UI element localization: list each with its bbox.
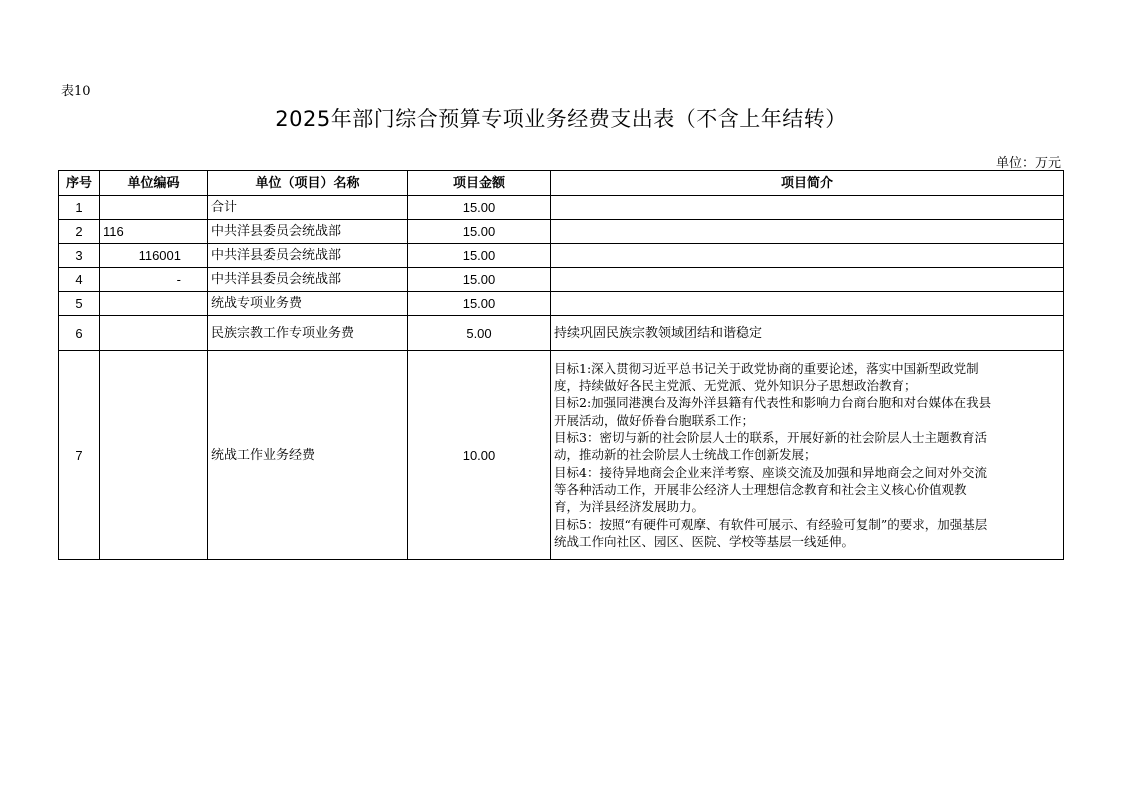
table-row xyxy=(59,292,1064,316)
cell-seq: 2 xyxy=(59,220,100,244)
desc-line: 目标3：密切与新的社会阶层人士的联系，开展好新的社会阶层人士主题教育活 xyxy=(554,430,987,446)
cell-seq: 3 xyxy=(59,244,100,268)
desc-line: 统战工作向社区、园区、医院、学校等基层一线延伸。 xyxy=(554,533,855,549)
column-header-amount: 项目金额 xyxy=(408,171,551,196)
cell-desc xyxy=(551,351,1064,560)
cell-seq: 5 xyxy=(59,292,100,316)
column-header-desc: 项目简介 xyxy=(551,171,1064,196)
cell-amount: 15.00 xyxy=(408,220,551,244)
budget-table xyxy=(58,170,1064,560)
cell-code xyxy=(100,351,208,560)
cell-desc xyxy=(551,268,1064,292)
cell-amount: 10.00 xyxy=(408,351,551,560)
cell-amount: 15.00 xyxy=(408,244,551,268)
table-row xyxy=(59,196,1064,220)
desc-line: 目标4：接待异地商会企业来洋考察、座谈交流及加强和异地商会之间对外交流 xyxy=(554,464,987,480)
column-header-code: 单位编码 xyxy=(100,171,208,196)
cell-seq: 7 xyxy=(59,351,100,560)
page-title: 2025年部门综合预算专项业务经费支出表（不含上年结转） xyxy=(275,107,847,131)
cell-desc xyxy=(551,220,1064,244)
desc-line: 等各种活动工作，开展非公经济人士理想信念教育和社会主义核心价值观教 xyxy=(554,481,967,497)
cell-code: 116 xyxy=(100,220,208,244)
cell-amount: 5.00 xyxy=(408,316,551,351)
desc-line: 开展活动，做好侨眷台胞联系工作； xyxy=(554,412,755,428)
desc-line: 动，推动新的社会阶层人士统战工作创新发展； xyxy=(554,447,817,463)
cell-seq: 4 xyxy=(59,268,100,292)
table-row xyxy=(59,220,1064,244)
cell-name: 统战工作业务经费 xyxy=(208,351,408,560)
table-row xyxy=(59,351,1064,560)
cell-desc xyxy=(551,292,1064,316)
table-number: 表10 xyxy=(61,84,91,99)
table-row xyxy=(59,268,1064,292)
desc-line: 育，为洋县经济发展助力。 xyxy=(554,499,705,515)
cell-amount: 15.00 xyxy=(408,196,551,220)
cell-code xyxy=(100,316,208,351)
cell-desc xyxy=(551,196,1064,220)
cell-name: 合计 xyxy=(208,196,408,220)
cell-code: 116001 xyxy=(100,244,208,268)
cell-amount: 15.00 xyxy=(408,268,551,292)
column-header-seq: 序号 xyxy=(59,171,100,196)
cell-name: 中共洋县委员会统战部 xyxy=(208,268,408,292)
cell-seq: 1 xyxy=(59,196,100,220)
cell-code xyxy=(100,292,208,316)
desc-line: 目标5：按照“有硬件可观摩、有软件可展示、有经验可复制”的要求，加强基层 xyxy=(554,516,988,532)
unit-label: 单位：万元 xyxy=(995,156,1061,171)
desc-line: 目标2:加强同港澳台及海外洋县籍有代表性和影响力台商台胞和对台媒体在我县 xyxy=(554,395,992,411)
cell-name: 民族宗教工作专项业务费 xyxy=(208,316,408,351)
cell-name: 统战专项业务费 xyxy=(208,292,408,316)
cell-code xyxy=(100,196,208,220)
desc-line: 度，持续做好各民主党派、无党派、党外知识分子思想政治教育； xyxy=(554,378,917,394)
table-row xyxy=(59,316,1064,351)
cell-name: 中共洋县委员会统战部 xyxy=(208,220,408,244)
column-header-name: 单位（项目）名称 xyxy=(208,171,408,196)
cell-name: 中共洋县委员会统战部 xyxy=(208,244,408,268)
cell-amount: 15.00 xyxy=(408,292,551,316)
desc-line: 目标1:深入贯彻习近平总书记关于政党协商的重要论述，落实中国新型政党制 xyxy=(554,360,979,376)
table-row xyxy=(59,244,1064,268)
cell-desc xyxy=(551,244,1064,268)
cell-desc: 持续巩固民族宗教领域团结和谐稳定 xyxy=(551,316,1064,351)
table-header-row xyxy=(59,171,1064,196)
cell-seq: 6 xyxy=(59,316,100,351)
cell-code: - xyxy=(100,268,208,292)
